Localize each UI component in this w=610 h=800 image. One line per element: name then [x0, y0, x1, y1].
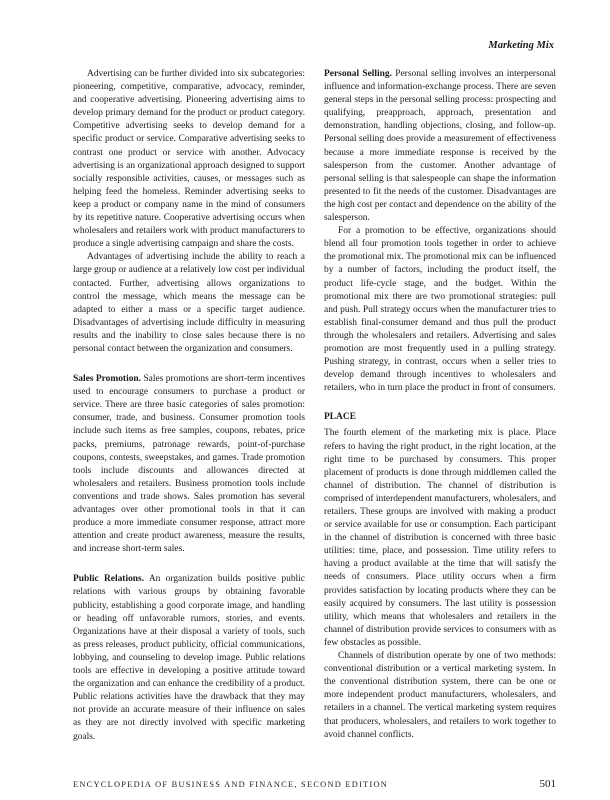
advertising-advantages-paragraph: Advantages of advertising include the ability to reach a large group or audience at a relatively low cost per individual contacted. Further, advertising allows organizations to control the message, which means the message can be adapted to either a mass or a specific target audience. Disadvantages of advertising include difficulty in measuring results and the inability to close sales because there is no personal contact between the organization and consumers. [73, 252, 306, 354]
personal-selling-paragraph [324, 68, 556, 225]
article-body [73, 68, 556, 744]
place-intro-paragraph: The fourth element of the marketing mix is place. Place refers to having the right product, in the right location, at the right time to be purchased by consumers. This proper placement of products is done through middlemen called the channel of distribution. The channel of distribution is comprised of interdependent manufacturers, wholesalers, and retailers. These groups are involved with making a product or service available for use or consumption. Each participant in the channel of distribution is concerned with three basic utilities: time, place, and possession. Time utility refers to having a product available at the time that will satisfy the needs of consumers. Place utility occurs when a firm provides satisfaction by locating products where they can be easily acquired by consumers. The last utility is possession utility, which means that wholesalers and retailers in the channel of distribution provide services to consumers with as few obstacles as possible. [324, 428, 556, 648]
sales-promotion-text: Sales promotions are short-term incentives used to encourage consumers to purchase a product or service. There are three basic categories of sales promotion: consumer, trade, and business. Consumer promotion tools include such items as free samples, coupons, rebates, price packs, premiums, patronage rewards, point-of-purchase coupons, contests, sweepstakes, and games. Trade promotion tools include discounts and allowances directed at wholesalers and retailers. Business promotion tools include conventions and trade shows. Sales promotion has several advantages over other promotional tools in that it can produce a more immediate consumer response, attract more attention and create product awareness, measure the results, and increase short-term sales. [73, 374, 306, 555]
page-number: 501 [539, 778, 556, 790]
left-column [73, 68, 305, 744]
personal-selling-text: Personal selling involves an interpersonal influence and information-exchange process. There are seven general steps in the personal selling process: prospecting and qualifying, preapproach, approach, presentation and demonstration, handling objections, closing, and follow-up. Personal selling does provide a measurement of effectiveness because a more immediate response is received by the salesperson from the customer. Another advantage of personal selling is that salespeople can shape the information presented to fit the needs of the customer. Disadvantages are the high cost per contact and dependence on the ability of the salesperson. [324, 69, 556, 224]
public-relations-text: An organization builds positive public relations with various groups by obtaining favorable publicity, establishing a good corporate image, and handling or heading off unfavorable rumors, stories, and events. Organizations have at their disposal a variety of tools, such as press releases, product publicity, official communications, lobbying, and counseling to develop image. Public relations tools are effective in developing a positive attitude toward the organization and can enhance the credibility of a product. Public relations activities have the drawback that they may not provide an accurate measure of their influence on sales as they are not directly involved with specific marketing goals. [73, 574, 305, 742]
public-relations-heading: Public Relations. [73, 574, 145, 585]
personal-selling-heading: Personal Selling. [324, 69, 392, 79]
page-footer [73, 778, 556, 790]
sales-promotion-heading: Sales Promotion. [73, 374, 142, 385]
right-column [324, 68, 556, 744]
public-relations-paragraph [73, 573, 305, 743]
place-section-heading: PLACE [324, 412, 356, 423]
advertising-subcategories-paragraph: Advertising can be further divided into six subcategories: pioneering, competitive, comparative, advocacy, reminder, and cooperative advertising. Pioneering advertising aims to develop primary demand for the product or product category. Competitive advertising seeks to develop demand for a specific product or service. Comparative advertising seeks to contrast one product or service with another. Advocacy advertising is an organizational approach designed to support socially responsible activities, causes, or messages such as helping feed the homeless. Reminder advertising seeks to keep a product or company name in the mind of consumers by its repetitive nature. Cooperative advertising occurs when wholesalers and retailers work with product manufacturers to produce a single advertising campaign and share the costs. [73, 69, 305, 250]
distribution-channels-paragraph: Channels of distribution operate by one of two methods: conventional distribution or a vertical marketing system. In the conventional distribution system, there can be one or more independent product manufacturers, wholesalers, and retailers in a channel. The vertical marketing system requires that producers, wholesalers, and retailers to work together to avoid channel conflicts. [324, 651, 556, 740]
running-head-title: Marketing Mix [488, 40, 554, 51]
promotion-mix-paragraph: For a promotion to be effective, organizations should blend all four promotion tools together in order to achieve the promotional mix. The promotional mix can be influenced by a number of factors, including the product itself, the product life-cycle stage, and the budget. Within the promotional mix there are two promotional strategies: pull and push. Pull strategy occurs when the manufacturer tries to establish final-consumer demand and thus pull the product through the wholesalers and retailers. Advertising and sales promotion are most frequently used in a pulling strategy. Pushing strategy, in contrast, occurs when a seller tries to develop demand through incentives to wholesalers and retailers, who in turn place the product in front of consumers. [324, 226, 556, 394]
sales-promotion-paragraph [73, 373, 305, 556]
publication-title: ENCYCLOPEDIA OF BUSINESS AND FINANCE, SECOND EDITION [73, 780, 389, 789]
